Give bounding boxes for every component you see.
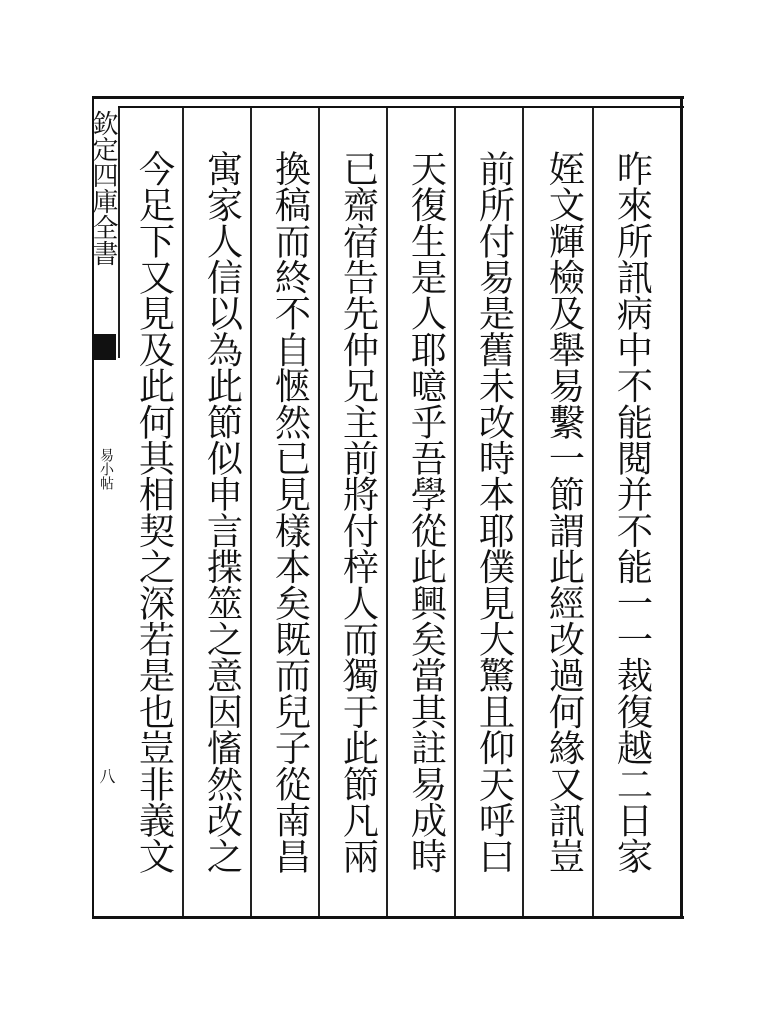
text-column-3: 前所付易是舊未改時本耶僕見大驚且仰天呼曰: [473, 150, 516, 874]
margin-divider: [118, 108, 120, 358]
text-column-1: 昨來所訊病中不能閱并不能一一裁復越二日家: [611, 150, 654, 874]
text-column-5: 已齋宿告先仲兄主前將付梓人而獨于此節凡兩: [337, 150, 380, 874]
inner-top-border: [118, 106, 684, 108]
text-column-7: 寓家人信以為此節似申言揲筮之意因慉然改之: [201, 150, 244, 874]
text-column-6: 換稿而終不自愜然已見樣本矣既而兒子從南昌: [269, 150, 312, 874]
book-title: 欽定四庫全書: [88, 110, 118, 266]
text-column-8: 今足下又見及此何其相契之深若是也豈非義文: [133, 150, 176, 874]
folio-number: 八: [97, 768, 116, 784]
top-border: [92, 96, 684, 99]
right-border: [680, 96, 683, 919]
text-column-4: 天復生是人耶噫乎吾學從此興矣當其註易成時: [405, 150, 448, 874]
bottom-border: [92, 916, 684, 919]
text-column-2: 姪文輝檢及舉易繫一節謂此經改過何緣又訊豈: [543, 150, 586, 874]
section-title: 易小帖: [98, 448, 114, 490]
fishtail-mark: [92, 334, 116, 360]
